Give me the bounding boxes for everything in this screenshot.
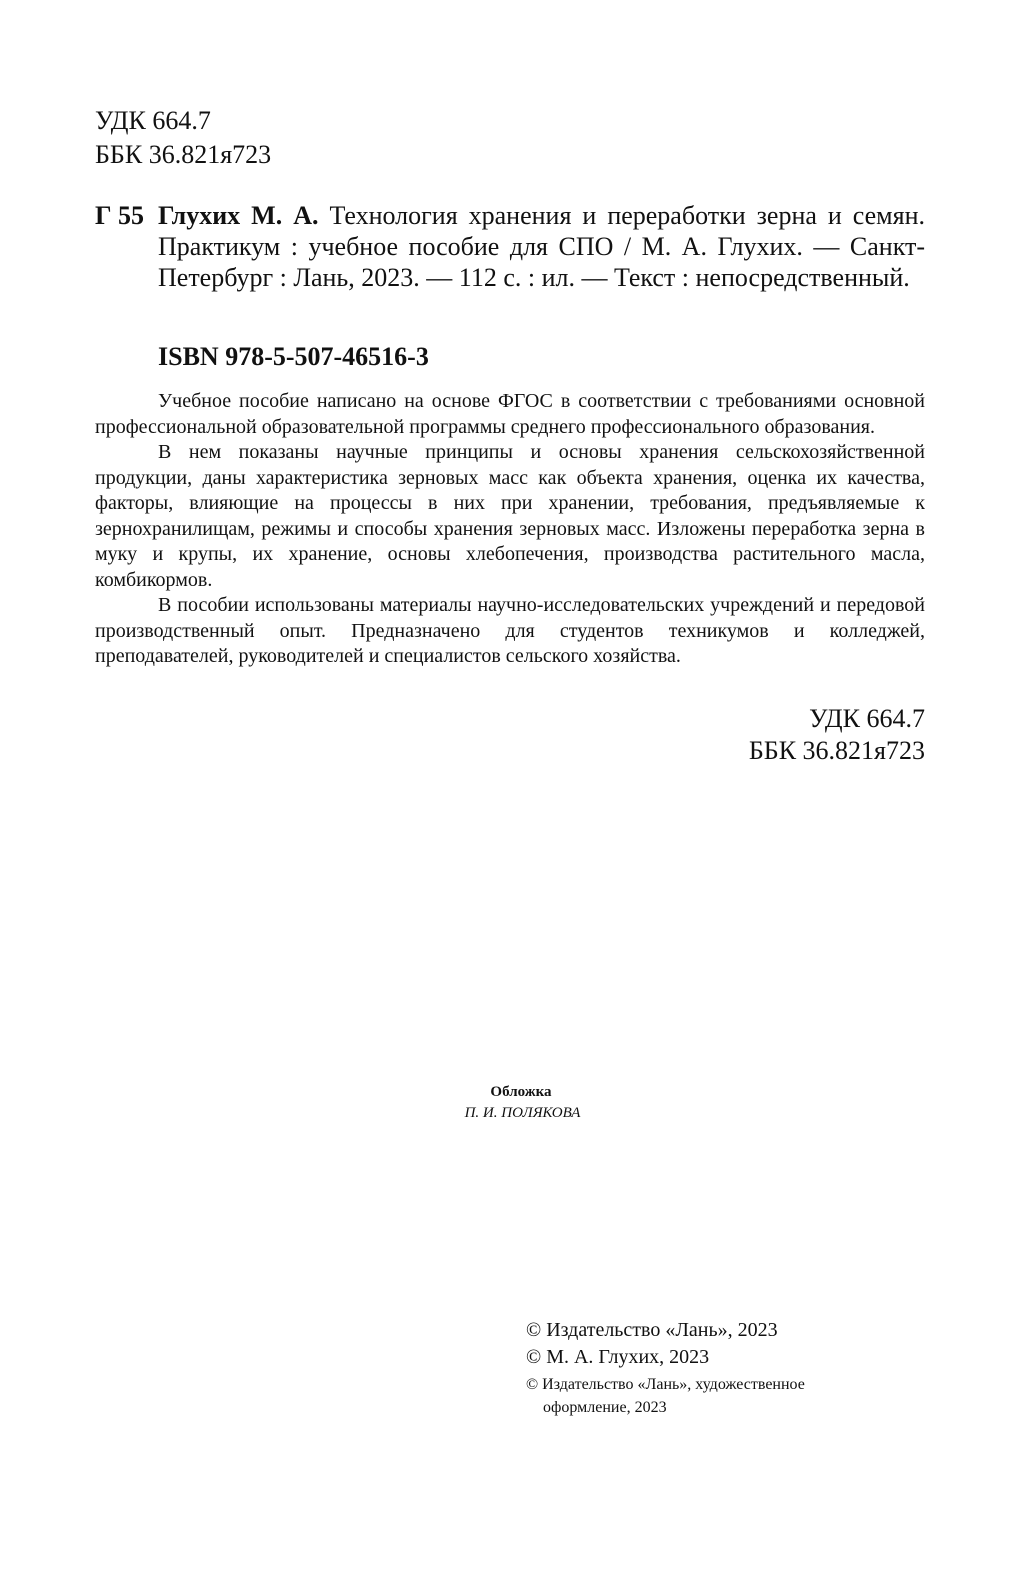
copyright-publisher: © Издательство «Лань», 2023 <box>526 1319 778 1341</box>
copyright-block <box>526 1317 926 1419</box>
author-sign: Г 55 <box>95 201 145 230</box>
copyright-author: © М. А. Глухих, 2023 <box>526 1346 710 1368</box>
copyright-design-cont: оформление, 2023 <box>543 1399 667 1416</box>
classification-footer <box>95 703 925 767</box>
isbn: ISBN 978-5-507-46516-3 <box>158 342 429 371</box>
classification-header <box>95 104 271 172</box>
abstract <box>95 389 925 670</box>
copyright-design: © Издательство «Лань», художественное <box>526 1376 805 1393</box>
description-text: Технология хранения и переработки зерна и семян. Практикум : учебное пособие для СПО / М. А. Глухих. — Санкт-Петербург : Лань, 2023. — 112 с. : ил. — Текст : непосредственный. <box>158 201 926 292</box>
catalog-entry <box>95 200 925 293</box>
cover-designer: П. И. ПОЛЯКОВА <box>464 1105 581 1121</box>
bbk-code: ББК 36.821я723 <box>748 736 925 765</box>
abstract-paragraph: В пособии использованы материалы научно-исследовательских учреждений и передовой производственный опыт. Предназначено для студентов техникумов и колледжей, преподавателей, руководителей и специалистов сельского хозяйства. <box>95 594 925 667</box>
udk-code: УДК 664.7 <box>809 704 925 733</box>
udk-code: УДК 664.7 <box>95 106 211 135</box>
bbk-code: ББК 36.821я723 <box>95 140 272 169</box>
cover-label: Обложка <box>490 1084 552 1100</box>
author-name: Глухих М. А. <box>158 201 319 230</box>
abstract-paragraph: Учебное пособие написано на основе ФГОС в соответствии с требованиями основной профессиональной образовательной программы среднего профессионального образования. <box>95 390 925 438</box>
cover-credit <box>0 1082 1025 1124</box>
bibliographic-description <box>158 200 925 293</box>
abstract-paragraph: В нем показаны научные принципы и основы хранения сельскохозяйственной продукции, даны характеристика зерновых масс как объекта хранения, оценка их качества, факторы, влияющие на процессы в них при хранении, требования, предъявляемые к зернохранилищам, режимы и способы хранения зерновых масс. Изложены переработка зерна в муку и крупы, их хранение, основы хлебопечения, производства растительного масла, комбикормов. <box>95 441 925 591</box>
